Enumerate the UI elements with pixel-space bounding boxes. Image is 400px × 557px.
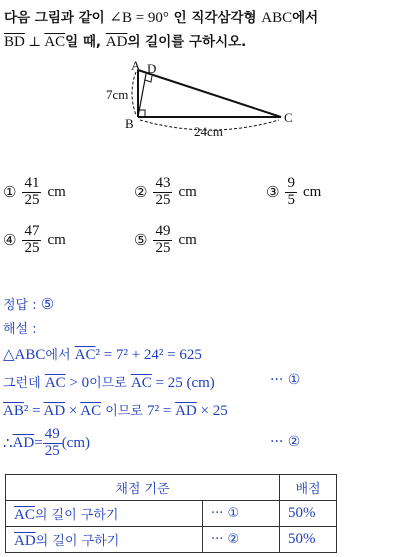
- option-2[interactable]: ② $\frac{43}{25}$ cm: [134, 175, 197, 208]
- scoring-points-cell: 50%: [280, 501, 337, 527]
- option-2-fraction: $\frac{43}{25}$: [155, 175, 171, 208]
- solution-line-2: 그런데 $\overline{AC} > 0$이므로 $\overline{AC} = 25$ (cm): [3, 375, 215, 391]
- triangle-figure: [0, 0, 400, 140]
- option-5[interactable]: ⑤ $\frac{49}{25}$ cm: [134, 223, 197, 256]
- scoring-header-row: [6, 475, 337, 501]
- solution-line-3: $\overline{AB}^2 = \overline{AD} \times \overline{AC}$ 이므로 $7^2 = \overline{AD} \times 25$: [3, 403, 228, 419]
- table-row: [6, 501, 337, 527]
- option-4[interactable]: ④ $\frac{47}{25}$ cm: [3, 223, 66, 256]
- scoring-criteria-cell: $\overline{AD}$의 길이 구하기: [6, 527, 203, 553]
- solution-fraction: $\frac{49}{25}$: [44, 426, 60, 459]
- option-5-fraction: $\frac{49}{25}$: [155, 223, 171, 256]
- solution-label: 해설 :: [3, 322, 37, 337]
- solution-line-4: ∴ $\overline{AD}$ = $\frac{49}{25}$ (cm): [3, 426, 91, 459]
- answer-line: 정답 : ⑤: [3, 295, 55, 313]
- scoring-tag-cell: ··· ①: [203, 501, 280, 527]
- option-4-fraction: $\frac{47}{25}$: [24, 223, 40, 256]
- label-d: D: [147, 61, 157, 76]
- side-ac: [138, 70, 281, 117]
- scoring-header-criteria: 채점 기준: [6, 475, 280, 501]
- option-1-fraction: $\frac{41}{25}$: [24, 175, 40, 208]
- solution-line-1: △ABC에서 $\overline{AC}^2 = 7^2 + 24^2 = 625$: [3, 347, 202, 363]
- question-line-1: 다음 그림과 같이 ∠B = 90° 인 직각삼각형 ABC에서: [4, 10, 319, 26]
- option-3[interactable]: ③ $\frac{9}{5}$ cm: [266, 175, 322, 208]
- label-c: C: [284, 110, 293, 125]
- scoring-points-cell: 50%: [280, 527, 337, 553]
- solution-tag-2: ··· ②: [270, 434, 301, 450]
- scoring-header-points: 배점: [280, 475, 337, 501]
- brace-ab: [132, 72, 136, 115]
- label-a: A: [131, 58, 141, 73]
- scoring-table: [5, 474, 337, 553]
- option-1[interactable]: ① $\frac{41}{25}$ cm: [3, 175, 66, 208]
- label-b: B: [125, 116, 134, 131]
- label-side-ab: 7cm: [106, 87, 129, 102]
- option-3-fraction: $\frac{9}{5}$: [287, 175, 295, 208]
- label-side-bc: 24cm: [194, 124, 223, 139]
- scoring-criteria-cell: $\overline{AC}$의 길이 구하기: [6, 501, 203, 527]
- scoring-tag-cell: ··· ②: [203, 527, 280, 553]
- table-row: [6, 527, 337, 553]
- question-line-2: $\overline{BD}$ ⊥ $\overline{AC}$일 때, $\overline{AD}$의 길이를 구하시오.: [4, 34, 247, 50]
- solution-tag-1: ··· ①: [270, 372, 301, 388]
